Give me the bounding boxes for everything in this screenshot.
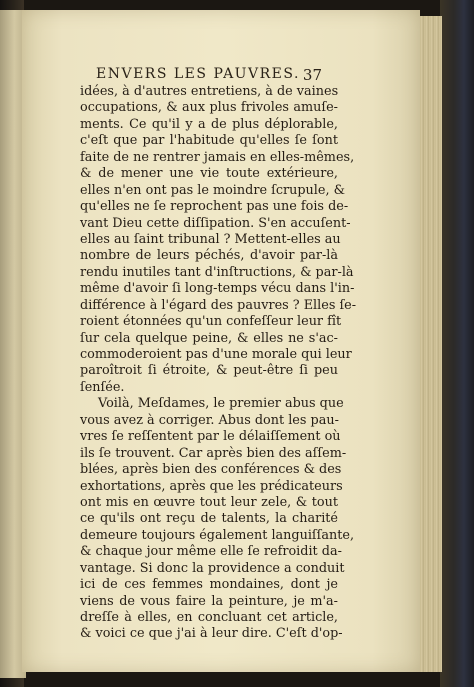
- text-line: & chaque jour même elle ſe refroidit da-: [80, 544, 342, 560]
- text-line: elles n'en ont pas le moindre ſcrupule, &: [80, 182, 345, 198]
- text-line: Voilà, Meſdames, le premier abus que: [98, 396, 344, 412]
- text-line: ſur cela quelque peine, & elles ne s'ac-: [80, 330, 338, 346]
- page-edges: [420, 16, 442, 672]
- text-line: paroîtroit ſi étroite, & peut-être ſi peu: [80, 363, 338, 379]
- running-title: ENVERS LES PAUVRES.: [96, 66, 300, 82]
- book-cover-right: [440, 0, 474, 687]
- text-line: dreſſe à elles, en concluant cet article,: [80, 610, 338, 625]
- text-line: idées, à d'autres entretiens, à de vaines: [80, 84, 339, 99]
- text-line: & de mener une vie toute extérieure,: [80, 166, 338, 182]
- text-line: différence à l'égard des pauvres ? Elles ſe-: [80, 297, 357, 313]
- text-line: même d'avoir ſi long-temps vécu dans l'in-: [80, 281, 355, 297]
- text-line: vantage. Si donc la providence a conduit: [80, 560, 345, 576]
- paragraph-1: [80, 84, 357, 396]
- text-line: ments. Ce qu'il y a de plus déplorable,: [80, 116, 338, 132]
- text-line: demeure toujours également languiſſante,: [80, 527, 355, 543]
- text-line: rendu inutiles tant d'inſtructions, & par-là: [80, 264, 354, 280]
- text-line: nombre de leurs péchés, d'avoir par-là: [80, 248, 338, 264]
- text-line: qu'elles ne ſe reprochent pas une fois de-: [80, 199, 349, 215]
- text-line: roient étonnées qu'un confeſſeur leur fît: [80, 314, 342, 330]
- text-line: ils ſe trouvent. Car après bien des aſſem-: [80, 445, 347, 461]
- text-line: exhortations, après que les prédicateurs: [80, 478, 343, 494]
- text-line: elles au ſaint tribunal ? Mettent-elles au: [80, 231, 341, 247]
- text-line: vres ſe reſſentent par le délaiſſement où: [80, 429, 341, 445]
- text-line: ici de ces femmes mondaines, dont je: [80, 577, 338, 593]
- text-line: ſenſée.: [80, 379, 125, 395]
- text-line: ont mis en œuvre tout leur zele, & tout: [80, 494, 338, 510]
- text-line: vant Dieu cette diſſipation. S'en accuſent-: [80, 215, 351, 231]
- text-line: c'eſt que par l'habitude qu'elles ſe ſont: [80, 133, 338, 149]
- text-line: viens de vous faire la peinture, je m'a-: [80, 593, 338, 609]
- text-line: faite de ne rentrer jamais en elles-mêmes,: [80, 149, 355, 165]
- paragraph-2: [80, 396, 355, 643]
- page-number: 37: [302, 66, 322, 84]
- text-line: & voici ce que j'ai à leur dire. C'eſt d'op-: [80, 626, 343, 642]
- text-line: vous avez à corriger. Abus dont les pau-: [80, 412, 339, 428]
- text-line: commoderoient pas d'une morale qui leur: [80, 347, 352, 362]
- text-line: blées, après bien des conférences & des: [80, 462, 342, 478]
- body-text: [80, 84, 357, 643]
- running-header: [96, 66, 322, 86]
- text-line: occupations, & aux plus frivoles amuſe-: [80, 100, 338, 116]
- text-line: ce qu'ils ont reçu de talents, la charité: [80, 511, 338, 527]
